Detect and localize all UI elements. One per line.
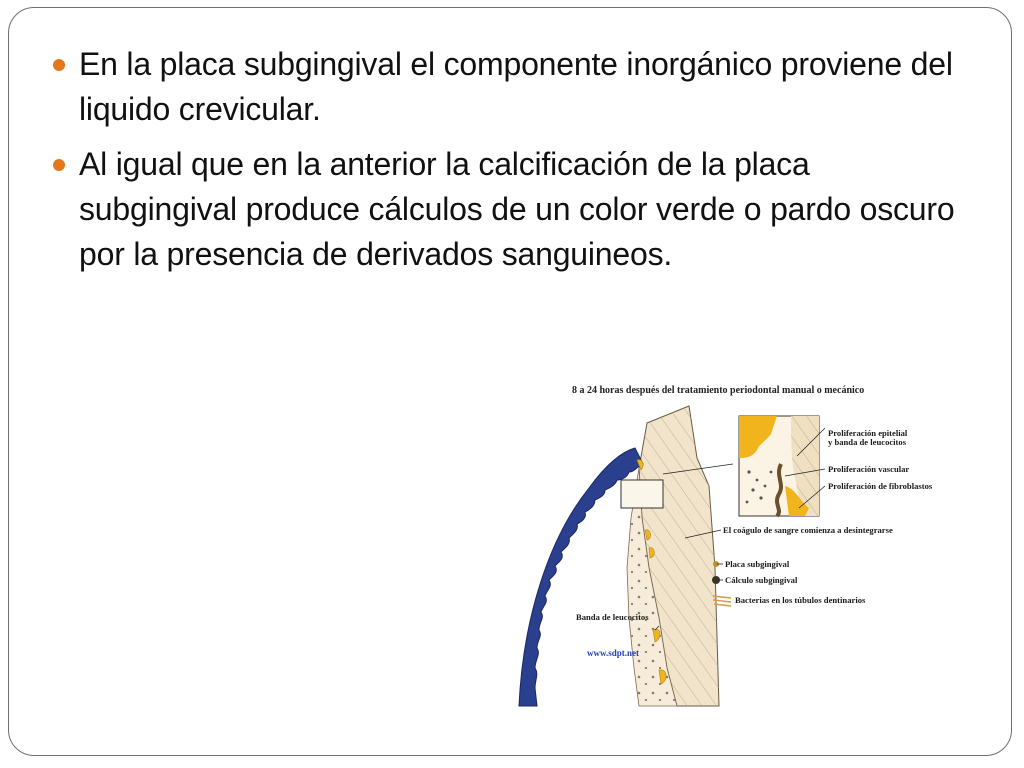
bullet-item-1: [49, 42, 969, 132]
diagram-url: www.sdpt.net: [587, 648, 640, 658]
periodontal-diagram: [509, 368, 954, 708]
bullet-text-1: En la placa subgingival el componente inorgánico proviene del liquido crevicular.: [79, 46, 953, 127]
magnify-box-left: [621, 480, 663, 508]
diagram-title: 8 a 24 horas después del tratamiento periodontal manual o mecánico: [572, 385, 865, 396]
bullet-item-2: [49, 142, 969, 277]
label-bacteria: Bacterias en los túbulos dentinarios: [735, 595, 866, 605]
label-plaque: Placa subgingival: [725, 559, 790, 569]
periodontal-diagram-svg: [509, 368, 954, 708]
slide-frame: [8, 7, 1012, 756]
label-leukocytes: Banda de leucocitos: [576, 612, 649, 622]
bullet-list: [49, 42, 969, 287]
label-epithelial-2: y banda de leucocitos: [828, 437, 907, 447]
label-epithelial-1: Proliferación epitelial: [828, 428, 908, 438]
bullet-text-2: Al igual que en la anterior la calcificación de la placa subgingival produce cálculos de un color verde o pardo oscuro por la presencia de derivados sanguineos.: [79, 146, 955, 272]
label-calculus: Cálculo subgingival: [725, 575, 798, 585]
bullet-dot-icon: [53, 59, 65, 71]
bullet-dot-icon: [53, 159, 65, 171]
calculus-marker: [712, 576, 720, 584]
label-clot: El coágulo de sangre comienza a desintegrarse: [723, 525, 893, 535]
label-vascular: Proliferación vascular: [828, 464, 910, 474]
label-fibroblasts: Proliferación de fibroblastos: [828, 481, 933, 491]
